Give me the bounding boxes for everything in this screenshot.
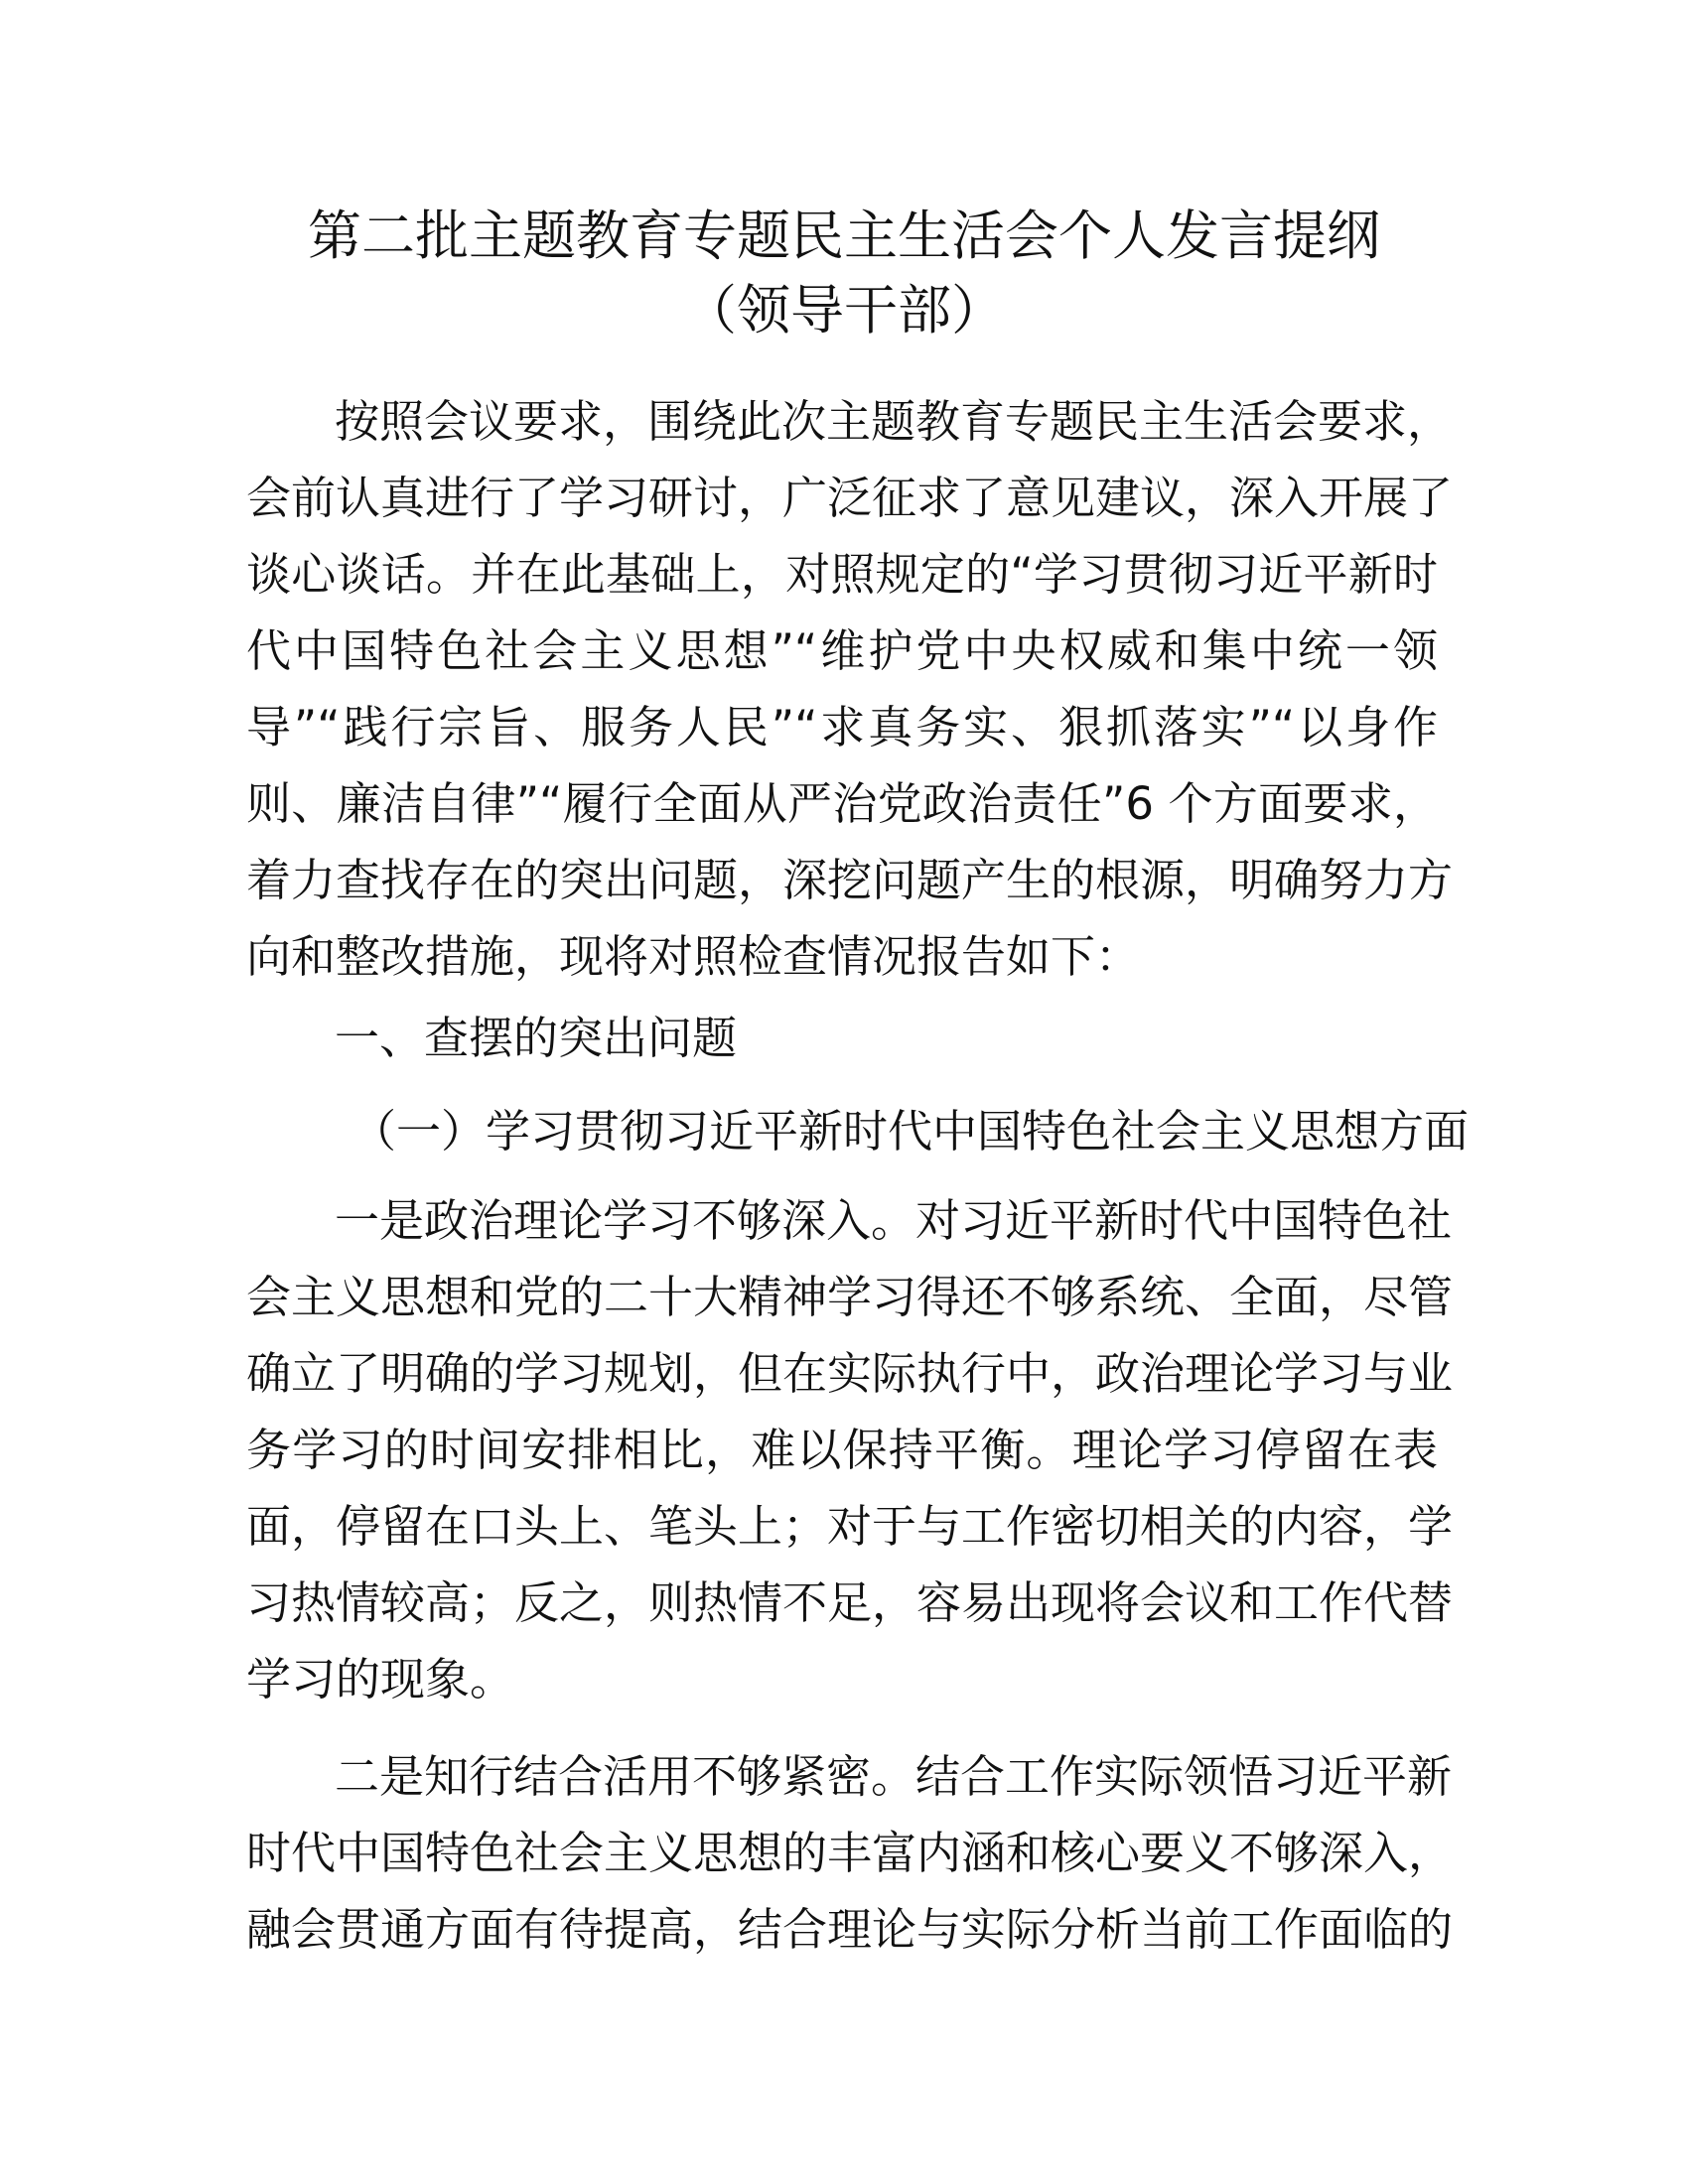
point1-line: 确立了明确的学习规划，但在实际执行中，政治理论学习与业 bbox=[246, 1347, 1454, 1400]
point2-line: 二是知行结合活用不够紧密。结合工作实际领悟习近平新 bbox=[335, 1750, 1453, 1803]
intro-line: 谈心谈话。并在此基础上，对照规定的“学习贯彻习近平新时 bbox=[246, 548, 1438, 601]
intro-line: 导”“践行宗旨、服务人民”“求真务实、狠抓落实”“以身作 bbox=[246, 701, 1438, 753]
point1-line: 学习的现象。 bbox=[246, 1653, 515, 1706]
subsection-heading: （一）学习贯彻习近平新时代中国特色社会主义思想方面 bbox=[352, 1105, 1470, 1158]
section-heading: 一、查摆的突出问题 bbox=[335, 1012, 738, 1064]
point1-line: 习热情较高；反之，则热情不足，容易出现将会议和工作代替 bbox=[246, 1576, 1454, 1629]
intro-line: 着力查找存在的突出问题，深挖问题产生的根源，明确努力方 bbox=[246, 854, 1454, 906]
point2-line: 融会贯通方面有待提高，结合理论与实际分析当前工作面临的 bbox=[246, 1903, 1454, 1956]
intro-line: 代中国特色社会主义思想”“维护党中央权威和集中统一领 bbox=[246, 624, 1438, 677]
point1-line: 务学习的时间安排相比，难以保持平衡。理论学习停留在表 bbox=[246, 1424, 1438, 1476]
intro-line: 向和整改措施，现将对照检查情况报告如下： bbox=[246, 930, 1141, 983]
intro-line: 则、廉洁自律”“履行全面从严治党政治责任”6 个方面要求， bbox=[246, 777, 1438, 830]
document-title: 第二批主题教育专题民主生活会个人发言提纲 bbox=[308, 205, 1380, 267]
intro-line: 按照会议要求，围绕此次主题教育专题民主生活会要求， bbox=[335, 395, 1453, 448]
document-subtitle: （领导干部） bbox=[683, 279, 1005, 341]
intro-line: 会前认真进行了学习研讨，广泛征求了意见建议，深入开展了 bbox=[246, 472, 1454, 524]
point1-line: 面，停留在口头上、笔头上；对于与工作密切相关的内容，学 bbox=[246, 1500, 1454, 1553]
point2-line: 时代中国特色社会主义思想的丰富内涵和核心要义不够深入， bbox=[246, 1827, 1454, 1879]
point1-line: 一是政治理论学习不够深入。对习近平新时代中国特色社 bbox=[335, 1194, 1453, 1247]
point1-line: 会主义思想和党的二十大精神学习得还不够系统、全面，尽管 bbox=[246, 1271, 1454, 1323]
